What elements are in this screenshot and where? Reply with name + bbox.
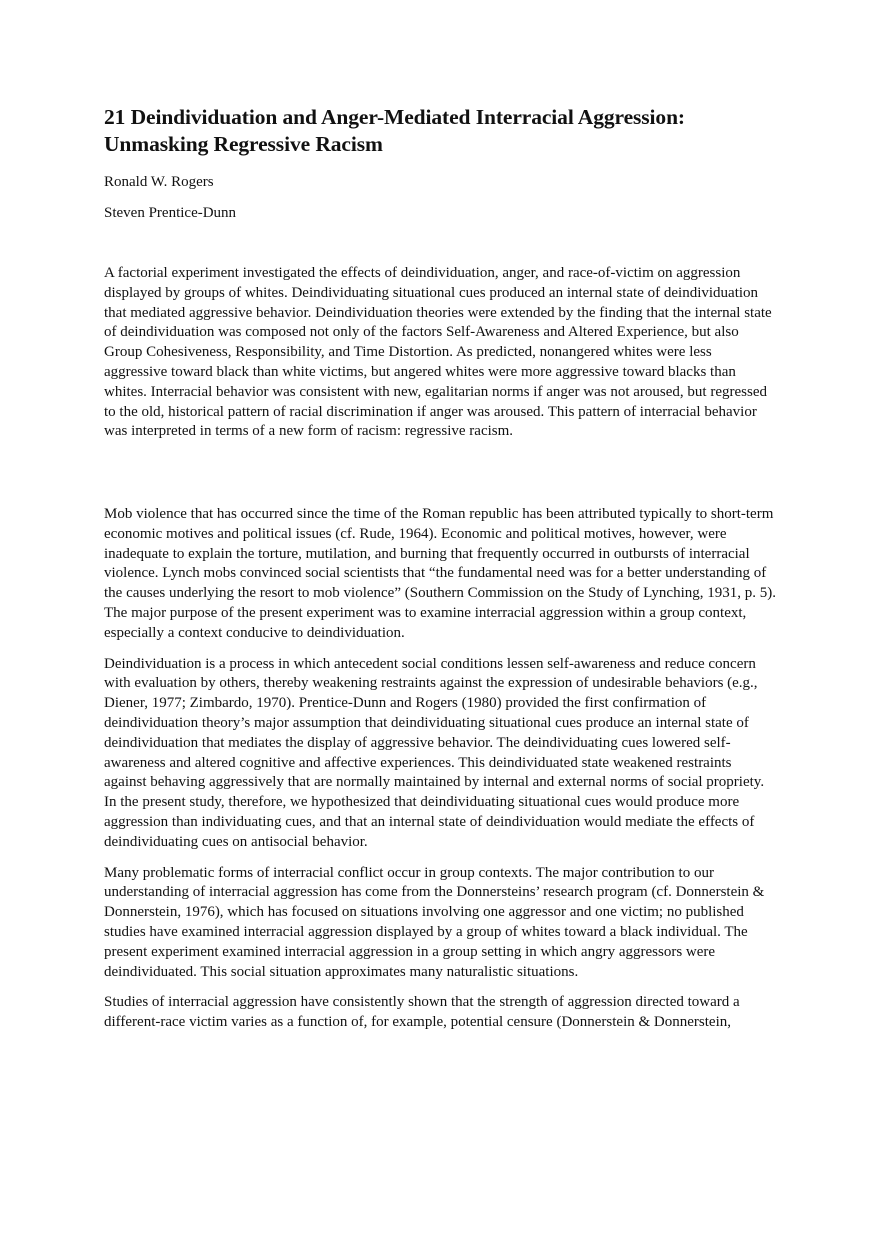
- author-name: Steven Prentice-Dunn: [104, 205, 237, 221]
- body-paragraph: Studies of interracial aggression have consistently shown that the strength of aggression directed toward a different-race victim varies as a function of, for example, potential censure (Donnerstein & Donnerstein,: [104, 994, 740, 1031]
- body-paragraph: Many problematic forms of interracial conflict occur in group contexts. The major contribution to our understanding of interracial aggression has come from the Donnersteins’ research program (cf. Donnerstein & Donnerstein, 1976), which has focused on situations involving one aggressor and one victim; no published studies have examined interracial aggression displayed by a group of whites toward a black individual. The present experiment examined interracial aggression in a group setting in which angry aggressors were deindividuated. This social situation approximates many naturalistic situations.: [104, 864, 765, 980]
- author-name: Ronald W. Rogers: [104, 174, 214, 190]
- body-text: [104, 505, 776, 1044]
- abstract: A factorial experiment investigated the effects of deindividuation, anger, and race-of-victim on aggression displayed by groups of whites. Deindividuating situational cues produced an internal state of deindividuation that mediated aggressive behavior. Deindividuation theories were extended by the finding that the internal state of deindividuation was composed not only of the factors Self-Awareness and Altered Experience, but also Group Cohesiveness, Responsibility, and Time Distortion. As predicted, nonangered whites were less aggressive toward black than white victims, but angered whites were more aggressive toward blacks than whites. Interracial behavior was consistent with new, egalitarian norms if anger was not aroused, but regressed to the old, historical pattern of racial discrimination if anger was aroused. This pattern of interracial behavior was interpreted in terms of a new form of racism: regressive racism.: [104, 265, 772, 440]
- body-paragraph: Deindividuation is a process in which antecedent social conditions lessen self-awareness and reduce concern with evaluation by others, thereby weakening restraints against the expression of undesirable behaviors (e.g., Diener, 1977; Zimbardo, 1970). Prentice-Dunn and Rogers (1980) provided the first confirmation of deindividuation theory’s major assumption that deindividuating situational cues produce an internal state of deindividuation that mediates the display of aggressive behavior. The deindividuating cues lowered self-awareness and altered cognitive and affective experiences. This deindividuated state weakened restraints against behaving aggressively that are normally maintained by internal and external norms of social propriety. In the present study, therefore, we hypothesized that deindividuating situational cues would produce more aggression than individuating cues, and that an internal state of deindividuation would mediate the effects of deindividuating cues on antisocial behavior.: [104, 655, 765, 850]
- article-title: 21 Deindividuation and Anger-Mediated Interracial Aggression: Unmasking Regressive Racism: [104, 105, 685, 156]
- body-paragraph: Mob violence that has occurred since the time of the Roman republic has been attributed typically to short-term economic motives and political issues (cf. Rude, 1964). Economic and political motives, however, were inadequate to explain the torture, mutilation, and burning that frequently occurred in outbursts of interracial violence. Lynch mobs convinced social scientists that “the fundamental need was for a better understanding of the causes underlying the resort to mob violence” (Southern Commission on the Study of Lynching, 1931, p. 5). The major purpose of the present experiment was to examine interracial aggression within a group context, especially a context conducive to deindividuation.: [104, 506, 776, 641]
